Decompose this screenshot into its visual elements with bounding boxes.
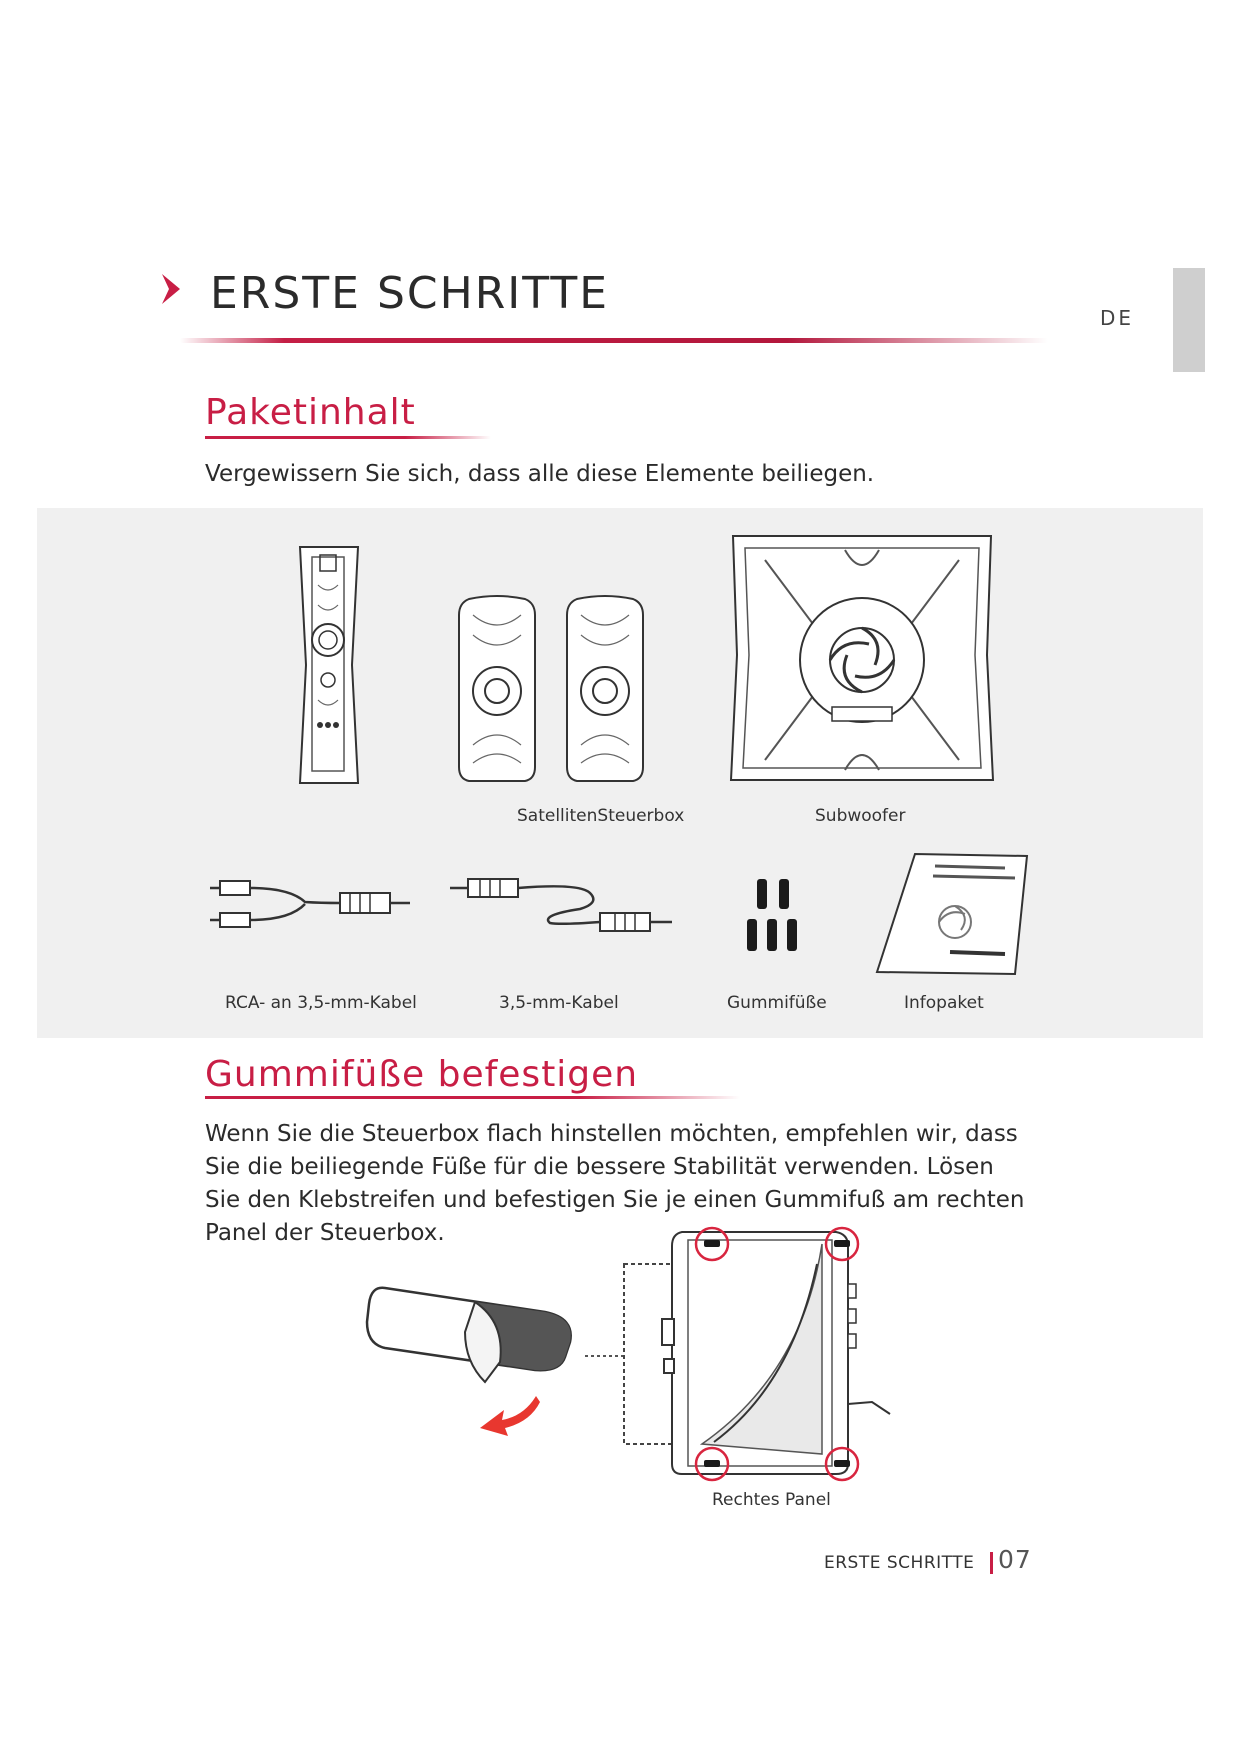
language-label: DE: [1100, 306, 1135, 330]
caption-rubber-feet: Gummifüße: [727, 993, 827, 1013]
footer-divider: [990, 1552, 993, 1574]
right-panel-illustration: [622, 1224, 906, 1484]
caption-satellite-control: SatellitenSteuerbox: [517, 806, 685, 826]
rubber-feet-illustration: [745, 875, 805, 955]
caption-rca-cable: RCA- an 3,5-mm-Kabel: [225, 993, 417, 1013]
caption-subwoofer: Subwoofer: [815, 806, 906, 826]
rca-cable-illustration: [210, 875, 410, 935]
chapter-title-rule: [180, 338, 1048, 343]
control-box-illustration: [294, 545, 364, 785]
chapter-title: ERSTE SCHRITTE: [210, 268, 610, 319]
peel-arrow-icon: [478, 1392, 540, 1438]
attach-feet-paragraph: Wenn Sie die Steuerbox flach hinstellen möchten, empfehlen wir, dass Sie die beiliegende Füße für die bessere Stabilität verwenden. Lösen Sie den Klebstreifen und befestigen Sie je einen Gummifuß am rechten Panel der Steuerbox.: [205, 1121, 1025, 1246]
peel-foot-illustration: [365, 1282, 580, 1432]
cable-35-illustration: [450, 875, 675, 935]
attach-feet-heading: Gummifüße befestigen: [205, 1054, 639, 1095]
package-contents-heading: Paketinhalt: [205, 392, 416, 433]
attach-feet-rule: [205, 1096, 740, 1099]
caption-cable-35: 3,5-mm-Kabel: [499, 993, 619, 1013]
package-contents-rule: [205, 436, 491, 439]
footer-section-name: ERSTE SCHRITTE: [824, 1553, 975, 1573]
subwoofer-illustration: [725, 530, 999, 785]
page-number: 07: [998, 1545, 1032, 1574]
satellite-speakers-illustration: [455, 595, 645, 785]
dotted-connector: [585, 1353, 625, 1359]
chevron-right-icon: [160, 272, 182, 306]
caption-right-panel: Rechtes Panel: [712, 1490, 831, 1510]
info-pack-illustration: [875, 852, 1030, 977]
language-tab: [1173, 268, 1205, 372]
caption-info-pack: Infopaket: [904, 993, 984, 1013]
package-contents-intro: Vergewissern Sie sich, dass alle diese Elemente beiliegen.: [205, 461, 875, 487]
